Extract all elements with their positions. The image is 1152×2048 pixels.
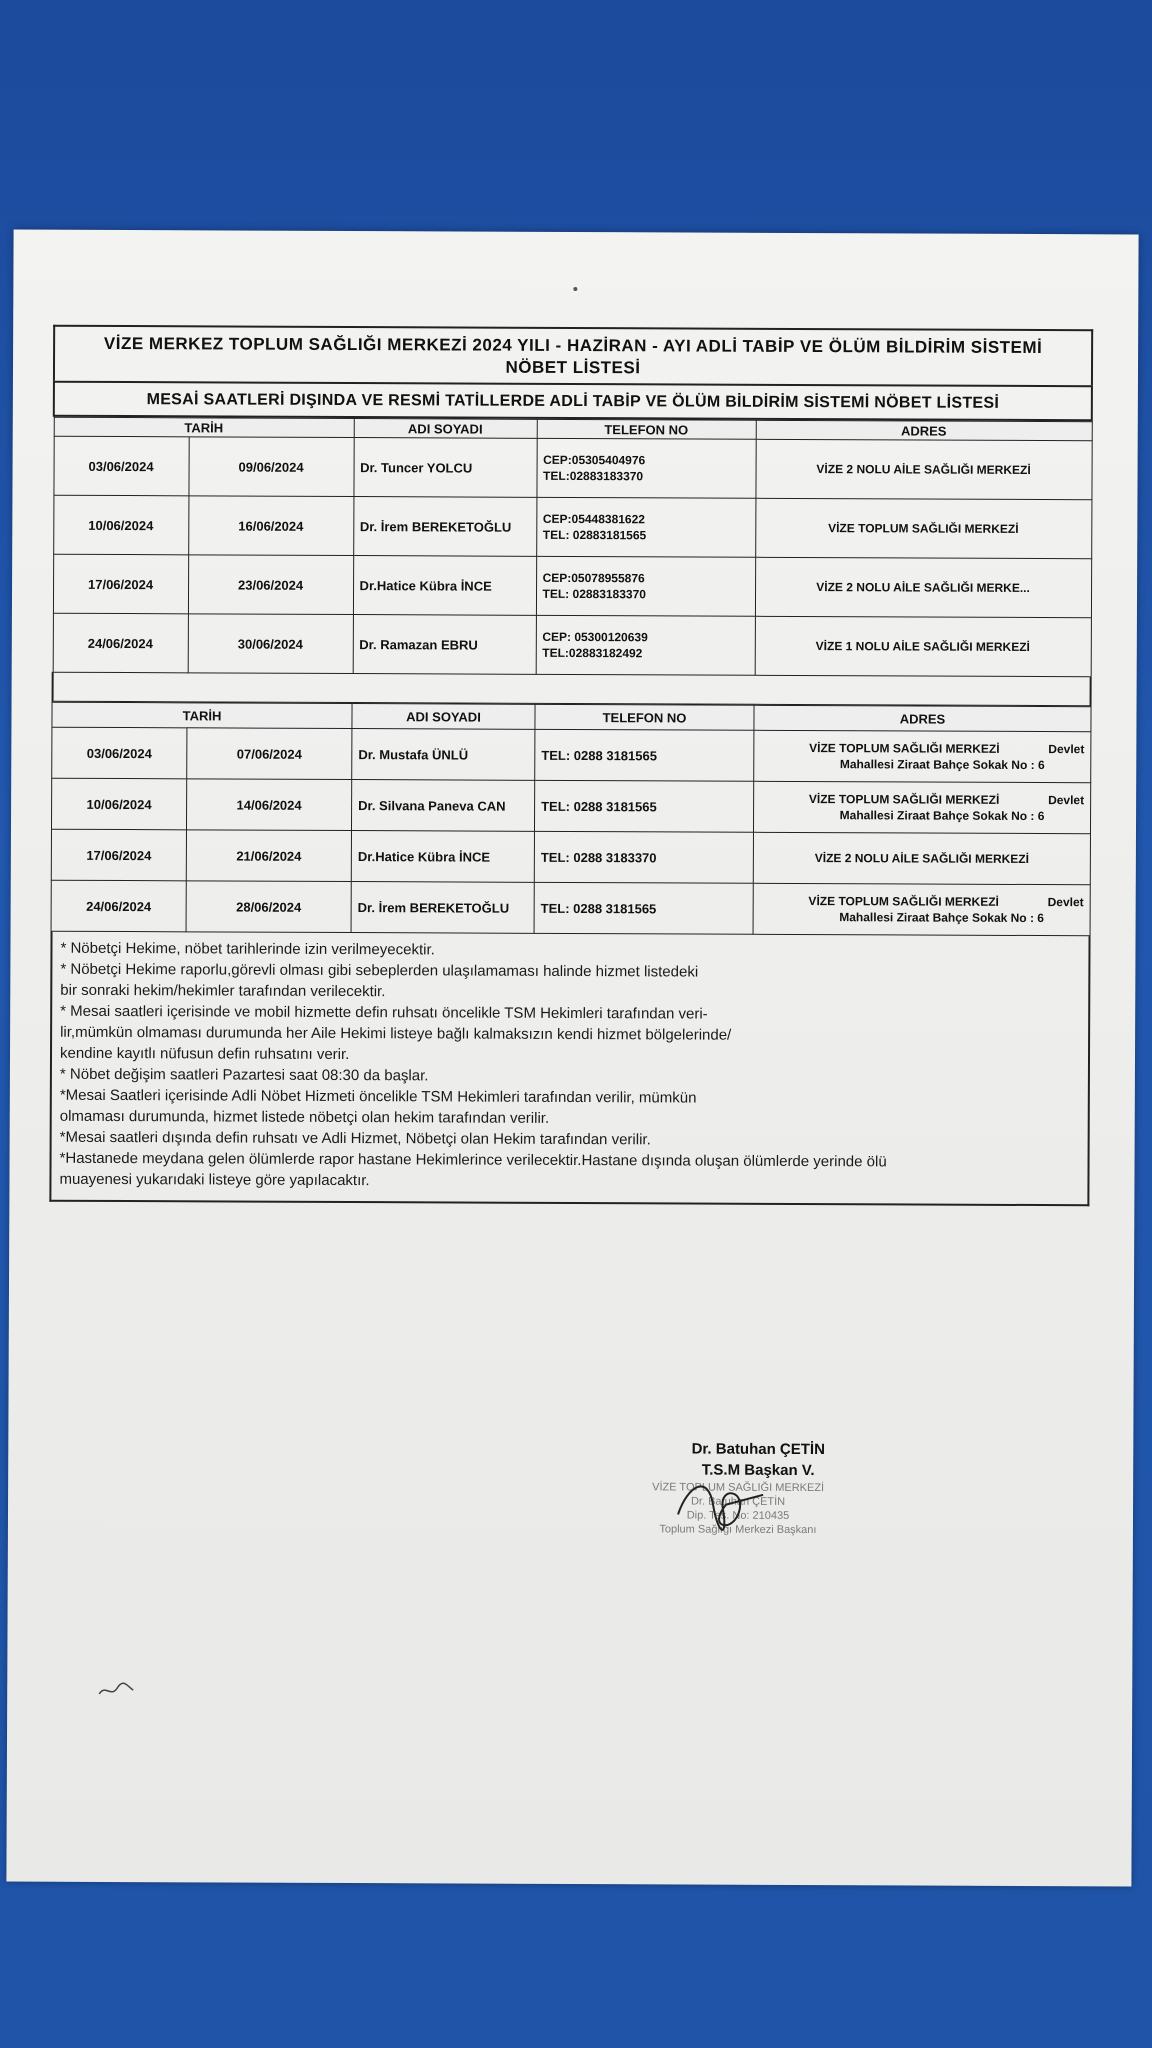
address-devlet: Devlet	[1048, 793, 1085, 808]
address-devlet: Devlet	[1047, 895, 1084, 910]
end-date: 09/06/2024	[188, 437, 353, 497]
note-line: * Nöbet değişim saatleri Pazartesi saat 08:30 da başlar.	[59, 1065, 429, 1085]
doctor-name: Dr.Hatice Kübra İNCE	[353, 556, 536, 616]
note-line: * Mesai saatleri içerisinde ve mobil hizmette defin ruhsatı öncelikle TSM Hekimleri tarafından veri-	[60, 1002, 708, 1023]
doctor-name: Dr. Tuncer YOLCU	[353, 438, 536, 498]
start-date: 24/06/2024	[53, 613, 188, 673]
note-line: muayenesi yukarıdaki listeye göre yapılacaktır.	[59, 1170, 370, 1190]
document-title	[53, 325, 1093, 386]
address-line2: Mahallesi Ziraat Bahçe Sokak No : 6	[839, 757, 1045, 773]
note-line: *Mesai Saatleri içerisinde Adli Nöbet Hizmeti öncelikle TSM Hekimleri tarafından verilir, mümkün	[59, 1086, 697, 1107]
document-paper	[6, 230, 1138, 1887]
address: VİZE TOPLUM SAĞLIĞI MERKEZİ	[755, 498, 1091, 558]
note-line: * Nöbetçi Hekime raporlu,görevli olması gibi sebeplerden ulaşılamaması halinde hizmet listedeki	[60, 960, 699, 981]
pen-mark-icon	[97, 1680, 137, 1700]
address-devlet: Devlet	[1048, 742, 1085, 757]
end-date: 21/06/2024	[186, 830, 351, 882]
note-line: kendine kayıtlı nüfusun defin ruhsatını verir.	[59, 1044, 350, 1064]
table-spacer	[53, 672, 1091, 706]
start-date: 10/06/2024	[51, 778, 186, 830]
note-line: lir,mümkün olmaması durumunda her Aile Hekimi listeye bağlı kalmaksızın kendi hizmet bölgelerinde/	[60, 1023, 732, 1044]
mobile-phone: CEP:05305404976	[543, 452, 646, 468]
signatory-title: T.S.M Başkan V.	[701, 1461, 815, 1480]
phone: TEL: 0288 3183370	[534, 831, 753, 883]
end-date: 07/06/2024	[187, 728, 352, 780]
doctor-name: Dr. Ramazan EBRU	[353, 615, 536, 675]
address-cell	[753, 883, 1090, 935]
table-row	[51, 829, 1090, 885]
phone: TEL: 0288 3181565	[534, 882, 753, 934]
phone: TEL: 0288 3181565	[535, 729, 754, 781]
office-hours-duty-table	[51, 702, 1092, 937]
landline-phone: TEL: 02883183370	[542, 586, 646, 602]
table-row	[53, 554, 1091, 618]
note-line: olmaması durumunda, hizmet listede nöbetçi olan hekim tarafından verilir.	[59, 1107, 550, 1127]
table-row	[52, 727, 1091, 783]
stamp-line3: Dip. Tes. No: 210435	[686, 1509, 790, 1522]
landline-phone: TEL: 02883181565	[542, 527, 647, 543]
note-line: bir sonraki hekim/hekimler tarafından verilecektir.	[60, 981, 386, 1001]
end-date: 16/06/2024	[188, 496, 353, 556]
header-date: TARİH	[54, 417, 354, 437]
stamp-line1: VİZE TOPLUM SAĞLIĞI MERKEZİ	[652, 1481, 825, 1495]
phone-cell	[536, 556, 755, 616]
address-line1: VİZE 2 NOLU AİLE SAĞLIĞI MERKEZİ	[814, 851, 1030, 866]
address-line1: VİZE TOPLUM SAĞLIĞI MERKEZİ	[808, 894, 999, 909]
landline-phone: TEL:02883182492	[542, 645, 643, 661]
note-line: *Hastanede meydana gelen ölümlerde rapor hastane Hekimlerince verilecektir.Hastane dışında oluşan ölümlerde yerinde ölü	[59, 1149, 887, 1171]
header-phone: TELEFON NO	[535, 704, 754, 730]
start-date: 24/06/2024	[51, 880, 186, 932]
phone-cell	[536, 497, 755, 557]
doctor-name: Dr. İrem BEREKETOĞLU	[351, 882, 534, 934]
table-row	[53, 495, 1091, 559]
signatory-name: Dr. Batuhan ÇETİN	[691, 1440, 826, 1459]
document-subtitle: MESAİ SAATLERİ DIŞINDA VE RESMİ TATİLLERDE ADLİ TABİP VE ÖLÜM BİLDİRİM SİSTEMİ NÖBET LİSTESİ	[53, 381, 1093, 422]
header-name: ADI SOYADI	[354, 419, 537, 439]
mobile-phone: CEP:05448381622	[542, 511, 645, 527]
table-row	[51, 778, 1090, 834]
start-date: 10/06/2024	[53, 495, 188, 555]
table-row	[53, 613, 1091, 677]
address-cell	[754, 730, 1091, 782]
note-line: * Nöbetçi Hekime, nöbet tarihlerinde izin verilmeyecektir.	[60, 939, 435, 959]
end-date: 14/06/2024	[186, 779, 351, 831]
doctor-name: Dr. Silvana Paneva CAN	[352, 780, 535, 832]
doctor-name: Dr. İrem BEREKETOĞLU	[353, 497, 536, 557]
address-line2: Mahallesi Ziraat Bahçe Sokak No : 6	[839, 910, 1045, 926]
title-line2: NÖBET LİSTESİ	[505, 357, 641, 378]
address-line2: Mahallesi Ziraat Bahçe Sokak No : 6	[839, 808, 1045, 824]
note-line: *Mesai saatleri dışında defin ruhsatı ve Adli Hizmet, Nöbetçi olan Hekim tarafından verilir.	[59, 1128, 651, 1149]
address-cell	[753, 832, 1090, 884]
header-name: ADI SOYADI	[352, 704, 535, 730]
end-date: 23/06/2024	[188, 555, 353, 615]
notes-section	[49, 932, 1090, 1207]
mobile-phone: CEP:05078955876	[542, 570, 645, 586]
start-date: 17/06/2024	[53, 554, 188, 614]
paper-speck	[573, 287, 577, 291]
doctor-name: Dr. Mustafa ÜNLÜ	[352, 729, 535, 781]
stamp-line2: Dr. Batuhan ÇETİN	[690, 1495, 786, 1508]
header-address: ADRES	[754, 705, 1091, 731]
start-date: 03/06/2024	[53, 436, 188, 496]
table-row	[53, 436, 1091, 500]
landline-phone: TEL:02883183370	[543, 468, 644, 484]
header-date: TARİH	[52, 702, 352, 728]
phone-cell	[536, 615, 755, 675]
address: VİZE 2 NOLU AİLE SAĞLIĞI MERKEZİ	[755, 439, 1091, 499]
table-row	[51, 880, 1090, 936]
start-date: 17/06/2024	[51, 829, 186, 881]
address-line1: VİZE TOPLUM SAĞLIĞI MERKEZİ	[808, 792, 1000, 807]
phone-cell	[536, 438, 755, 498]
end-date: 28/06/2024	[186, 881, 351, 933]
duty-list-document	[49, 325, 1093, 1207]
stamp-line4: Toplum Sağlığı Merkezi Başkanı	[659, 1523, 817, 1537]
handwritten-signature-icon	[668, 1464, 788, 1545]
end-date: 30/06/2024	[188, 614, 353, 674]
phone: TEL: 0288 3181565	[535, 780, 754, 832]
address: VİZE 2 NOLU AİLE SAĞLIĞI MERKE...	[755, 557, 1091, 617]
mobile-phone: CEP: 05300120639	[542, 629, 648, 645]
title-line1: VİZE MERKEZ TOPLUM SAĞLIĞI MERKEZİ 2024 YILI - HAZİRAN - AYI ADLİ TABİP VE ÖLÜM BİLDİRİM SİSTEMİ	[103, 333, 1043, 358]
header-address: ADRES	[756, 420, 1092, 440]
doctor-name: Dr.Hatice Kübra İNCE	[351, 831, 534, 883]
address-cell	[754, 781, 1091, 833]
after-hours-duty-table	[52, 417, 1093, 707]
header-phone: TELEFON NO	[537, 419, 756, 439]
start-date: 03/06/2024	[52, 727, 187, 779]
address: VİZE 1 NOLU AİLE SAĞLIĞI MERKEZİ	[755, 616, 1091, 676]
address-line1: VİZE TOPLUM SAĞLIĞI MERKEZİ	[809, 741, 1000, 756]
